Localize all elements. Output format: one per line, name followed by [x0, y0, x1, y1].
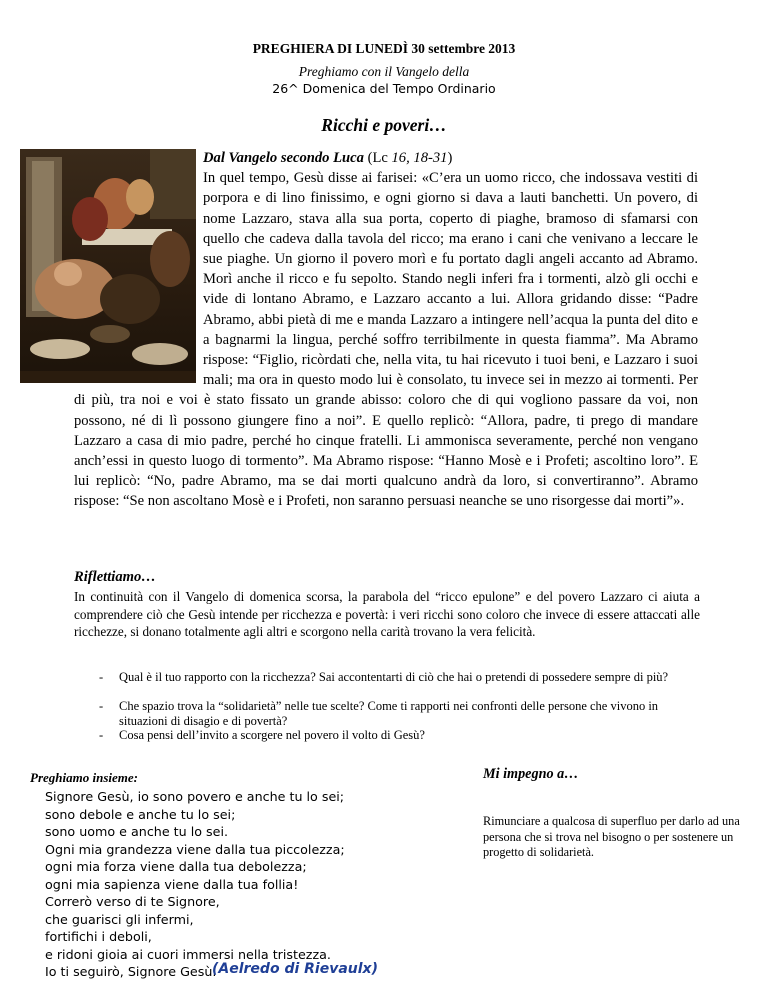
commitment-title: Mi impegno a… [483, 766, 579, 782]
reflection-body: In continuità con il Vangelo di domenica scorsa, la parabola del “ricco epulone” e del povero Lazzaro ci aiuta a comprendere ciò che Gesù intende per ricchezza e povertà: i veri ricchi sono coloro che invece di essere attaccati alle ricchezze, si donano totalmente agli altri e scorgono nella carità trovano la vera felicità. [74, 589, 700, 639]
question-dash: - [99, 670, 104, 684]
question-dash: - [99, 728, 104, 742]
question-1: Qual è il tuo rapporto con la ricchezza? Sai accontentarti di ciò che hai o pretendi di possedere sempre di più? [119, 670, 669, 684]
header-subtitle-line1: Preghiamo con il Vangelo della [298, 64, 470, 79]
header-subtitle-line2: 26^ Domenica del Tempo Ordinario [272, 81, 496, 96]
question-3: Cosa pensi dell’invito a scorgere nel povero il volto di Gesù? [119, 728, 425, 742]
prayer-title: Preghiamo insieme: [30, 770, 138, 785]
question-2: Che spazio trova la “solidarietà” nelle tue scelte? Come ti rapporti nei confronti delle persone che vivono in situazioni di disagio e di povertà? [119, 699, 659, 728]
prayer-text: Signore Gesù, io sono povero e anche tu lo sei; sono debole e anche tu lo sei; sono uomo e anche tu lo sei. Ogni mia grandezza viene dalla tua piccolezza; ogni mia forza viene dalla tua debolezza; ogni mia sapienza viene dalla tua follia! Correrò verso di te Signore, che guarisci gli infermi, fortifichi i deboli, e ridoni gioia ai cuori immersi nella tristezza. Io ti seguirò, Signore Gesù. [45, 789, 345, 979]
painting-image [20, 149, 196, 383]
gospel-ref-close: ) [447, 150, 453, 166]
gospel-section [74, 148, 698, 512]
question-dash: - [99, 699, 104, 713]
gospel-intro: Dal Vangelo secondo Luca [203, 150, 364, 166]
header-title: PREGHIERA DI LUNEDÌ 30 settembre 2013 [252, 41, 516, 56]
prayer-author: (Aelredo di Rievaulx) [212, 961, 378, 977]
gospel-ref-numbers: 16, 18-31 [391, 150, 448, 166]
commitment-body: Rimunciare a qualcosa di superfluo per darlo ad una persona che si trova nel bisogno o per sostenere un progetto di solidarietà. [483, 814, 740, 859]
main-title: Ricchi e poveri… [321, 115, 447, 135]
reflection-title: Riflettiamo… [74, 569, 156, 585]
gospel-ref-open: (Lc [363, 150, 392, 166]
gospel-text: In quel tempo, Gesù disse ai farisei: «C’era un uomo ricco, che indossava vestiti di porpora e di lino finissimo, e ogni giorno si dava a lauti banchetti. Un povero, di nome Lazzaro, stava alla sua porta, coperto di piaghe, bramoso di sfamarsi con quello che cadeva dalla tavola del ricco; ma erano i cani che venivano a leccare le sue piaghe. Un giorno il povero morì e fu portato dagli angeli accanto ad Abramo. Morì anche il ricco e fu sepolto. Stando negli inferi fra i tormenti, alzò gli occhi e vide di lontano Abramo, e Lazzaro accanto a lui. Allora gridando disse: “Padre Abramo, abbi pietà di me e manda Lazzaro a intingere nell’acqua la punta del dito e a bagnarmi la lingua, perché soffro terribilmente in questa fiamma”. Ma Abramo rispose: “Figlio, ricòrdati che, nella vita, tu hai ricevuto i tuoi beni, e Lazzaro i suoi mali; ma ora in questo modo lui è consolato, tu invece sei in mezzo ai tormenti. Per di più, tra noi e voi è stato fissato un grande abisso: coloro che di qui vogliono passare da voi, non possono, né di lì possono giungere fino a noi”. E quello replicò: “Allora, padre, ti prego di mandare Lazzaro a casa di mio padre, perché ho cinque fratelli. Li ammonisca severamente, perché non vengano anch’essi in questo luogo di tormento”. Ma Abramo rispose: “Hanno Mosè e i Profeti; ascoltino loro”. E lui replicò: “No, padre Abramo, ma se dai morti qualcuno andrà da loro, si convertiranno”. Abramo rispose: “Se non ascoltano Mosè e i Profeti, non saranno persuasi neanche se uno risorgesse dai morti”». [74, 170, 698, 510]
